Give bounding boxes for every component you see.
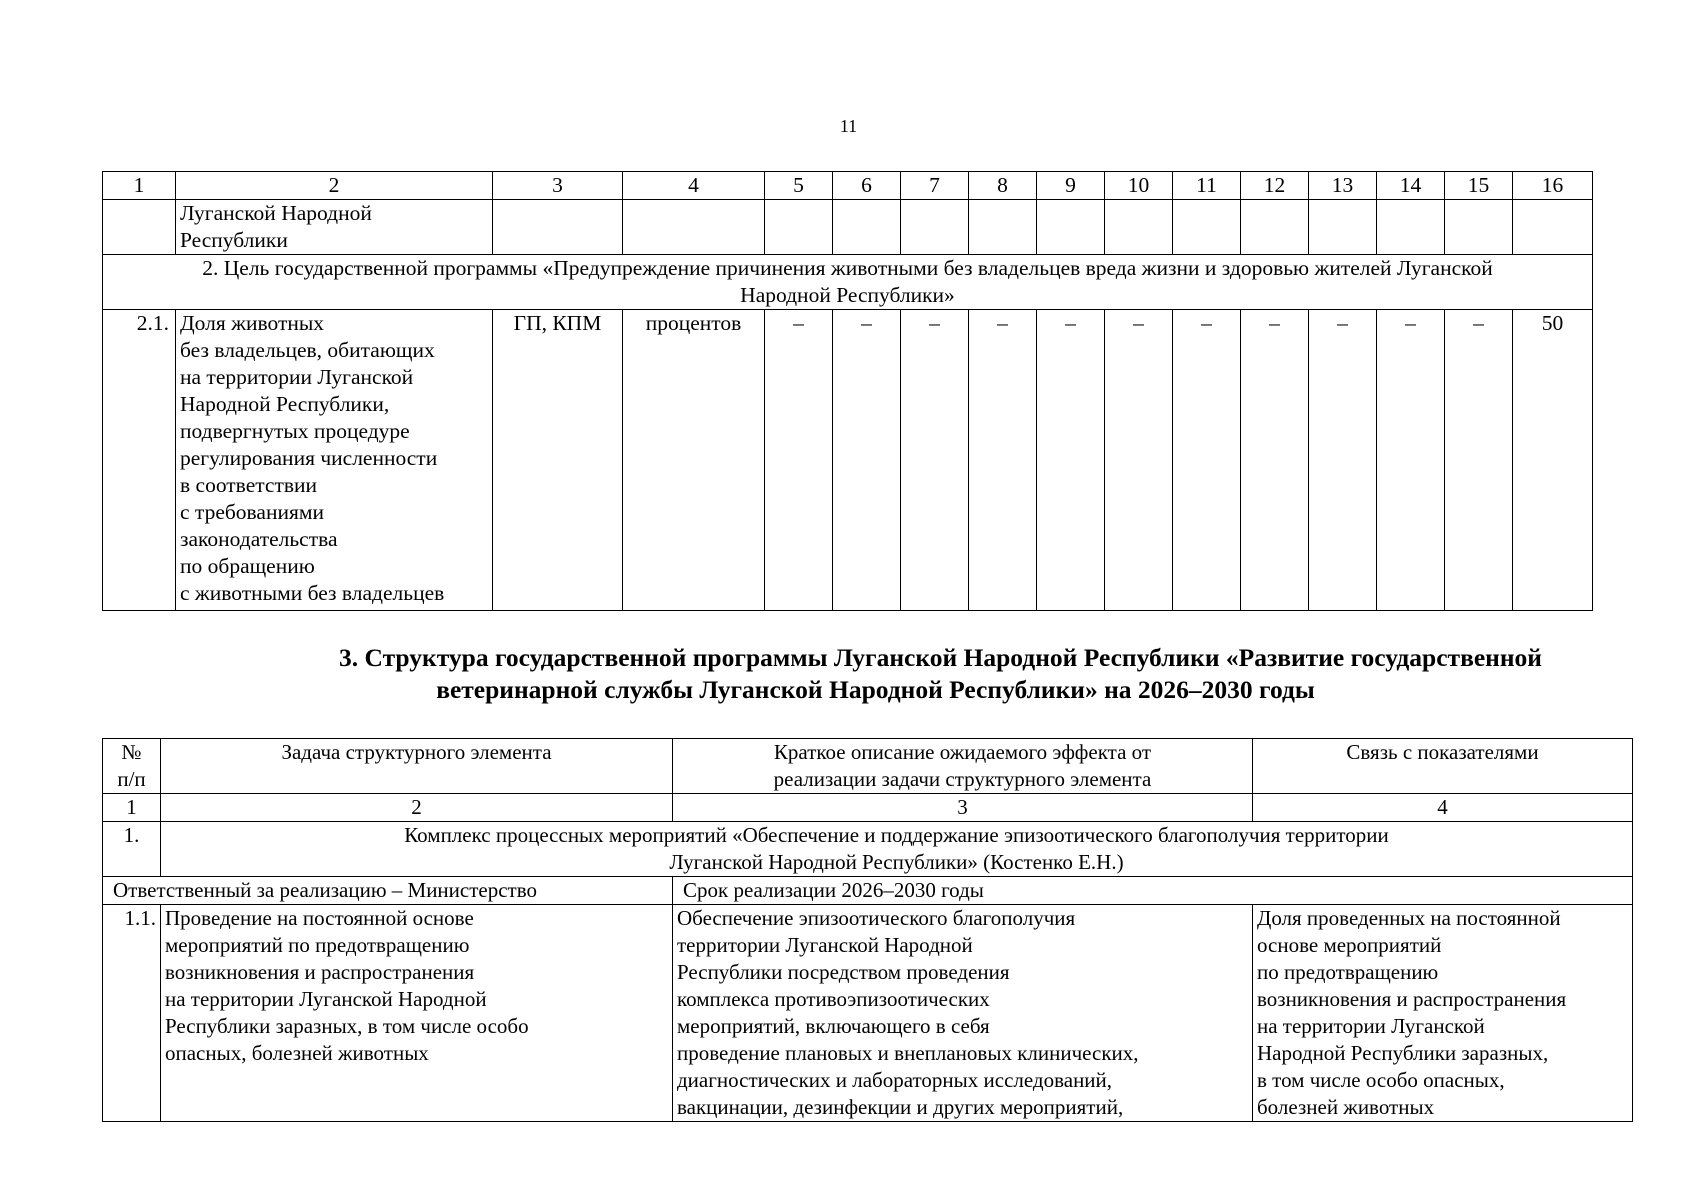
indicator-value: – bbox=[1241, 310, 1309, 611]
responsible-text: Ответственный за реализацию – Министерство bbox=[103, 877, 673, 905]
empty-cell bbox=[493, 200, 623, 255]
column-number-row bbox=[103, 794, 1633, 822]
empty-cell bbox=[1445, 200, 1513, 255]
continuation-row bbox=[103, 200, 1593, 255]
indicator-target-value: 50 bbox=[1513, 310, 1593, 611]
col-number: 1 bbox=[103, 794, 161, 822]
indicator-number: 2.1. bbox=[103, 310, 176, 611]
col-number: 5 bbox=[765, 172, 833, 200]
empty-cell bbox=[765, 200, 833, 255]
indicator-value: – bbox=[1105, 310, 1173, 611]
col-number: 7 bbox=[901, 172, 969, 200]
section-title-line: 3. Структура государственной программы Луганской Народной Республики «Развитие государственной bbox=[339, 643, 1542, 672]
header-task: Задача структурного элемента bbox=[161, 739, 673, 794]
indicator-value: – bbox=[1037, 310, 1105, 611]
goal-row bbox=[103, 255, 1593, 310]
indicator-level: ГП, КПМ bbox=[493, 310, 623, 611]
col-number: 2 bbox=[176, 172, 493, 200]
task-row bbox=[103, 905, 1633, 1122]
empty-cell bbox=[1173, 200, 1241, 255]
col-number: 3 bbox=[493, 172, 623, 200]
column-number-row bbox=[103, 172, 1593, 200]
empty-cell bbox=[969, 200, 1037, 255]
empty-cell bbox=[901, 200, 969, 255]
empty-cell bbox=[1105, 200, 1173, 255]
col-number: 1 bbox=[103, 172, 176, 200]
responsible-row bbox=[103, 877, 1633, 905]
col-number: 2 bbox=[161, 794, 673, 822]
header-link: Связь с показателями bbox=[1253, 739, 1633, 794]
empty-cell bbox=[623, 200, 765, 255]
goal-text: 2. Цель государственной программы «Предупреждение причинения животными без владельцев вреда жизни и здоровью жителей Луганской Народной Республики» bbox=[103, 255, 1593, 310]
empty-cell bbox=[1309, 200, 1377, 255]
col-number: 3 bbox=[673, 794, 1253, 822]
section-title-line: ветеринарной службы Луганской Народной Республики» на 2026–2030 годы bbox=[436, 675, 1315, 704]
col-number: 9 bbox=[1037, 172, 1105, 200]
empty-cell bbox=[103, 200, 176, 255]
header-effect: Краткое описание ожидаемого эффекта от реализации задачи структурного элемента bbox=[673, 739, 1253, 794]
empty-cell bbox=[1241, 200, 1309, 255]
empty-cell bbox=[1037, 200, 1105, 255]
indicator-value: – bbox=[969, 310, 1037, 611]
indicator-value: – bbox=[901, 310, 969, 611]
col-number: 4 bbox=[623, 172, 765, 200]
col-number: 14 bbox=[1377, 172, 1445, 200]
section-title bbox=[102, 642, 1649, 706]
indicator-value: – bbox=[1173, 310, 1241, 611]
task-number: 1.1. bbox=[103, 905, 161, 1122]
structure-header-row bbox=[103, 739, 1633, 794]
link-text: Доля проведенных на постоянной основе мероприятий по предотвращению возникновения и распространения на территории Луганской Народной Республики заразных, в том числе особо опасных, болезней животных bbox=[1253, 905, 1633, 1122]
empty-cell bbox=[1513, 200, 1593, 255]
complex-title: Комплекс процессных мероприятий «Обеспечение и поддержание эпизоотического благополучия территории Луганской Народной Республики» (Костенко Е.Н.) bbox=[161, 822, 1633, 877]
indicators-table bbox=[102, 171, 1593, 611]
col-number: 11 bbox=[1173, 172, 1241, 200]
task-text: Проведение на постоянной основе мероприятий по предотвращению возникновения и распространения на территории Луганской Народной Республики заразных, в том числе особо опасных, болезней животных bbox=[161, 905, 673, 1122]
structure-table bbox=[102, 738, 1633, 1122]
col-number: 16 bbox=[1513, 172, 1593, 200]
complex-number: 1. bbox=[103, 822, 161, 877]
indicator-name: Доля животных без владельцев, обитающих на территории Луганской Народной Республики, подвергнутых процедуре регулирования численности в соответствии с требованиями законодательства по обращению с животными без владельцев bbox=[176, 310, 493, 611]
continuation-text: Луганской Народной Республики bbox=[176, 200, 493, 255]
col-number: 8 bbox=[969, 172, 1037, 200]
col-number: 12 bbox=[1241, 172, 1309, 200]
indicator-value: – bbox=[1377, 310, 1445, 611]
col-number: 15 bbox=[1445, 172, 1513, 200]
empty-cell bbox=[1377, 200, 1445, 255]
indicator-value: – bbox=[765, 310, 833, 611]
indicator-unit: процентов bbox=[623, 310, 765, 611]
page-number: 11 bbox=[839, 116, 858, 136]
effect-text: Обеспечение эпизоотического благополучия территории Луганской Народной Республики посредством проведения комплекса противоэпизоотических мероприятий, включающего в себя проведение плановых и внеплановых клинических, диагностических и лабораторных исследований, вакцинации, дезинфекции и других мероприятий, bbox=[673, 905, 1253, 1122]
col-number: 6 bbox=[833, 172, 901, 200]
indicator-value: – bbox=[1445, 310, 1513, 611]
col-number: 4 bbox=[1253, 794, 1633, 822]
indicator-value: – bbox=[833, 310, 901, 611]
indicator-value: – bbox=[1309, 310, 1377, 611]
header-num: № п/п bbox=[103, 739, 161, 794]
col-number: 13 bbox=[1309, 172, 1377, 200]
empty-cell bbox=[833, 200, 901, 255]
complex-row bbox=[103, 822, 1633, 877]
indicator-row bbox=[103, 310, 1593, 611]
period-text: Срок реализации 2026–2030 годы bbox=[673, 877, 1633, 905]
col-number: 10 bbox=[1105, 172, 1173, 200]
